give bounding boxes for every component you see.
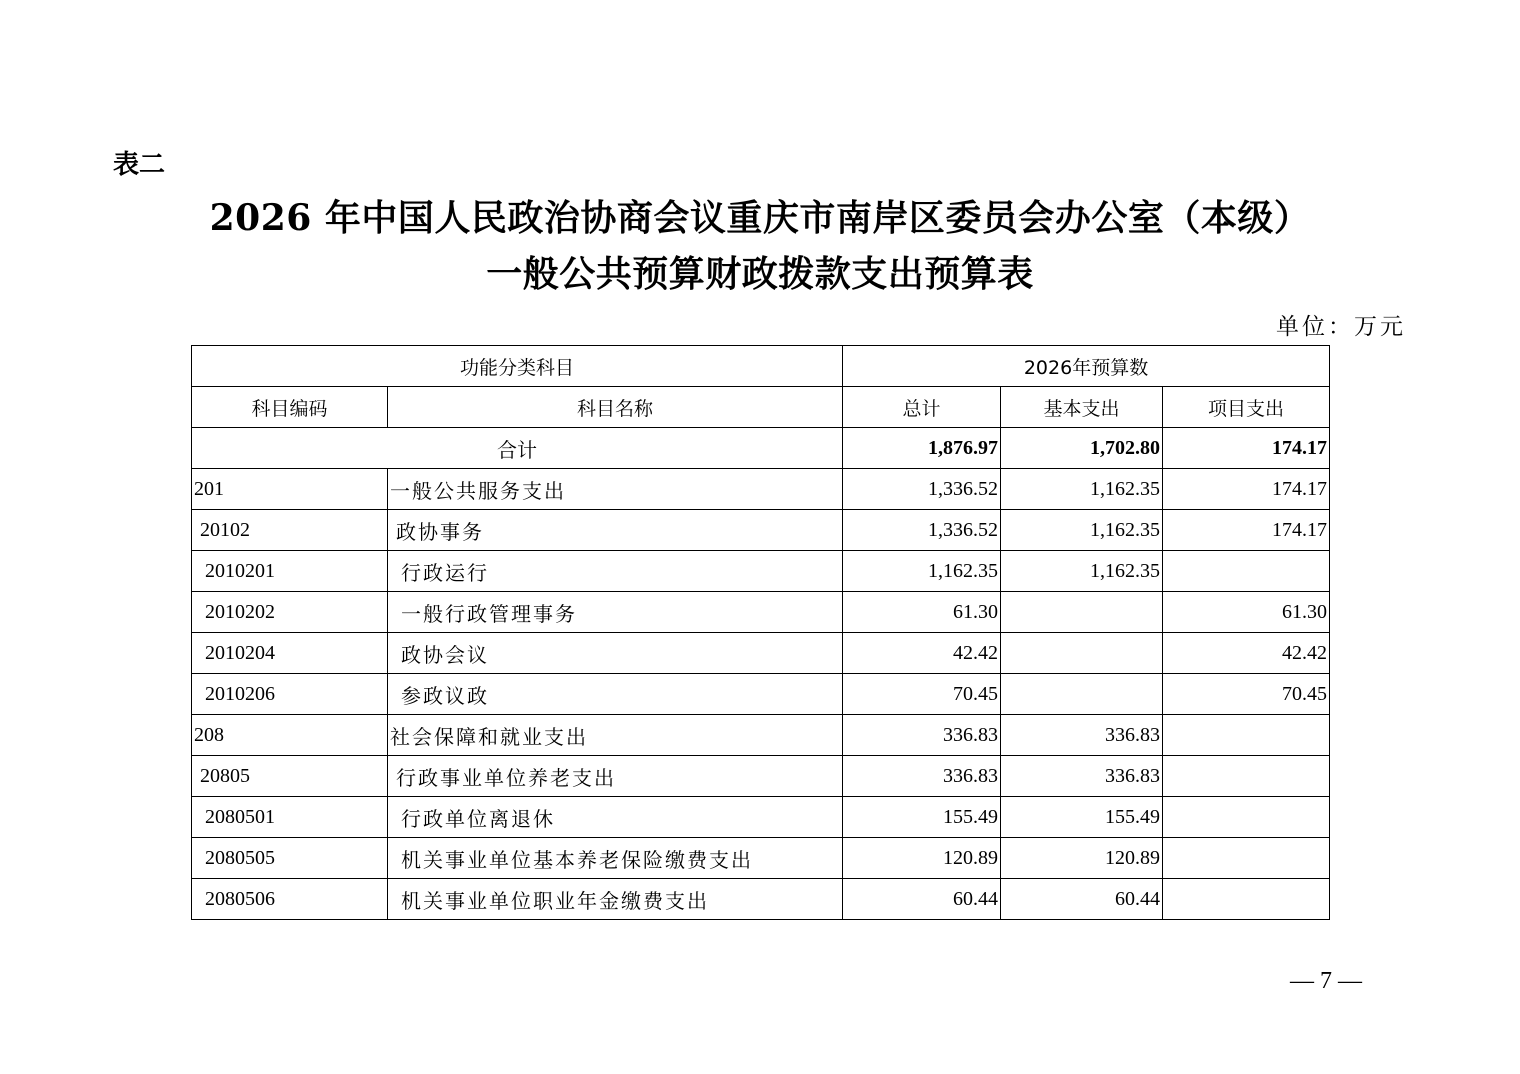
row-project: 174.17 xyxy=(1163,510,1330,551)
row-name: 行政事业单位养老支出 xyxy=(388,756,843,797)
row-name: 行政运行 xyxy=(388,551,843,592)
row-name: 机关事业单位职业年金缴费支出 xyxy=(388,879,843,920)
row-project: 61.30 xyxy=(1163,592,1330,633)
row-basic xyxy=(1001,592,1163,633)
row-project xyxy=(1163,838,1330,879)
row-code: 2080501 xyxy=(192,797,388,838)
row-total: 61.30 xyxy=(843,592,1001,633)
row-basic: 1,162.35 xyxy=(1001,551,1163,592)
row-basic: 1,162.35 xyxy=(1001,469,1163,510)
unit-label: 单位：万元 xyxy=(1276,314,1406,340)
row-code: 2010202 xyxy=(192,592,388,633)
row-basic: 1,162.35 xyxy=(1001,510,1163,551)
row-basic xyxy=(1001,674,1163,715)
total-row xyxy=(192,428,1330,469)
table-row xyxy=(192,756,1330,797)
total-total: 1,876.97 xyxy=(843,428,1001,469)
row-name: 政协会议 xyxy=(388,633,843,674)
row-basic: 60.44 xyxy=(1001,879,1163,920)
total-basic: 1,702.80 xyxy=(1001,428,1163,469)
total-project: 174.17 xyxy=(1163,428,1330,469)
row-project xyxy=(1163,715,1330,756)
header-name: 科目名称 xyxy=(388,387,843,428)
row-code: 201 xyxy=(192,469,388,510)
table-row xyxy=(192,469,1330,510)
row-project xyxy=(1163,879,1330,920)
row-name: 一般公共服务支出 xyxy=(388,469,843,510)
row-project xyxy=(1163,797,1330,838)
table-row xyxy=(192,633,1330,674)
row-code: 2010206 xyxy=(192,674,388,715)
row-total: 42.42 xyxy=(843,633,1001,674)
row-code: 2080506 xyxy=(192,879,388,920)
row-code: 2080505 xyxy=(192,838,388,879)
table-label: 表二 xyxy=(113,150,166,180)
row-basic xyxy=(1001,633,1163,674)
document-title-line2: 一般公共预算财政拨款支出预算表 xyxy=(486,253,1034,295)
header-code: 科目编码 xyxy=(192,387,388,428)
row-total: 1,336.52 xyxy=(843,510,1001,551)
row-name: 参政议政 xyxy=(388,674,843,715)
table-row xyxy=(192,674,1330,715)
header-function-category: 功能分类科目 xyxy=(192,346,843,387)
row-basic: 336.83 xyxy=(1001,756,1163,797)
table-row xyxy=(192,838,1330,879)
row-name: 行政单位离退休 xyxy=(388,797,843,838)
row-code: 2010201 xyxy=(192,551,388,592)
page-number: — 7 — xyxy=(1290,968,1362,994)
row-basic: 120.89 xyxy=(1001,838,1163,879)
header-budget-2026: 2026年预算数 xyxy=(843,346,1330,387)
row-project xyxy=(1163,756,1330,797)
row-project: 70.45 xyxy=(1163,674,1330,715)
row-total: 336.83 xyxy=(843,756,1001,797)
group-header-row xyxy=(192,346,1330,387)
row-project: 42.42 xyxy=(1163,633,1330,674)
row-name: 机关事业单位基本养老保险缴费支出 xyxy=(388,838,843,879)
header-basic: 基本支出 xyxy=(1001,387,1163,428)
table-row xyxy=(192,797,1330,838)
column-header-row xyxy=(192,387,1330,428)
table-row xyxy=(192,551,1330,592)
row-total: 155.49 xyxy=(843,797,1001,838)
row-code: 208 xyxy=(192,715,388,756)
row-name: 社会保障和就业支出 xyxy=(388,715,843,756)
table-row xyxy=(192,879,1330,920)
row-code: 20805 xyxy=(192,756,388,797)
row-total: 60.44 xyxy=(843,879,1001,920)
row-total: 336.83 xyxy=(843,715,1001,756)
row-basic: 155.49 xyxy=(1001,797,1163,838)
row-name: 一般行政管理事务 xyxy=(388,592,843,633)
table-row xyxy=(192,715,1330,756)
table-row xyxy=(192,510,1330,551)
document-title-line1: 2026 年中国人民政治协商会议重庆市南岸区委员会办公室（本级） xyxy=(209,197,1311,239)
row-name: 政协事务 xyxy=(388,510,843,551)
row-total: 70.45 xyxy=(843,674,1001,715)
total-label: 合计 xyxy=(192,428,843,469)
row-project: 174.17 xyxy=(1163,469,1330,510)
row-total: 1,336.52 xyxy=(843,469,1001,510)
header-project: 项目支出 xyxy=(1163,387,1330,428)
budget-table xyxy=(191,345,1330,920)
row-basic: 336.83 xyxy=(1001,715,1163,756)
row-code: 2010204 xyxy=(192,633,388,674)
row-total: 120.89 xyxy=(843,838,1001,879)
header-total: 总计 xyxy=(843,387,1001,428)
row-code: 20102 xyxy=(192,510,388,551)
table-row xyxy=(192,592,1330,633)
row-project xyxy=(1163,551,1330,592)
row-total: 1,162.35 xyxy=(843,551,1001,592)
